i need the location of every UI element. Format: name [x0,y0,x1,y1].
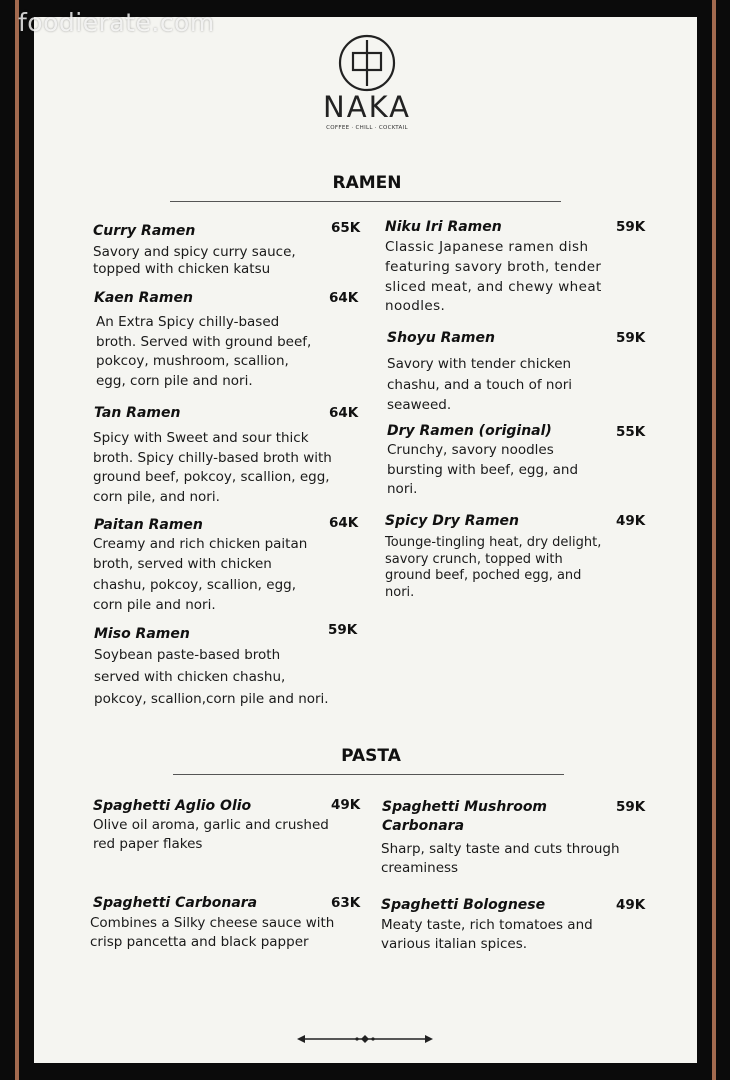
item-description: Creamy and rich chicken paitan broth, served with chicken chashu, pokcoy, scallion, egg, corn pile and nori. [93,536,308,613]
item-description: Sharp, salty taste and cuts through creaminess [381,841,620,876]
item-description: Combines a Silky cheese sauce with crisp pancetta and black papper [90,915,335,950]
item-name: Curry Ramen [93,223,196,239]
item-name: Spaghetti Carbonara [93,895,258,911]
item-description: Savory and spicy curry sauce, topped with chicken katsu [93,244,296,277]
item-name: Shoyu Ramen [387,330,495,346]
decorative-divider-icon [295,1032,435,1046]
item-price: 55K [616,424,646,440]
item-price: 59K [328,622,358,638]
item-price: 59K [616,219,646,235]
item-name: Miso Ramen [94,626,190,642]
item-price: 63K [331,895,361,911]
item-price: 49K [616,897,646,913]
right-accent-line [712,0,716,1080]
item-name: Spaghetti Mushroom Carbonara [382,799,548,834]
item-price: 64K [329,290,359,306]
ramen-divider [170,201,561,202]
item-description: Soybean paste-based broth served with chicken chashu, pokcoy, scallion,corn pile and nori. [94,647,329,707]
item-price: 59K [616,799,646,815]
item-description: Savory with tender chicken chashu, and a touch of nori seaweed. [387,356,573,413]
item-description: An Extra Spicy chilly-based broth. Served with ground beef, pokcoy, mushroom, scallion, egg, corn pile and nori. [96,314,312,389]
item-name: Spaghetti Aglio Olio [93,798,252,814]
item-description: Tounge-tingling heat, dry delight, savory crunch, topped with ground beef, poched egg, and nori. [385,535,602,600]
item-price: 49K [616,513,646,529]
item-price: 64K [329,405,359,421]
item-name: Dry Ramen (original) [387,423,552,439]
item-price: 64K [329,515,359,531]
pasta-title: PASTA [341,746,401,766]
watermark: foodierate.com [18,8,215,37]
brand-tagline: COFFEE · CHILL · COCKTAIL [326,125,408,131]
brand-name: NAKA [323,90,411,124]
pasta-divider [173,774,564,775]
item-name: Kaen Ramen [94,290,193,306]
naka-logo-icon [338,34,396,92]
item-description: Olive oil aroma, garlic and crushed red paper flakes [93,817,329,852]
item-name: Spaghetti Bolognese [381,897,546,913]
item-price: 59K [616,330,646,346]
item-name: Spicy Dry Ramen [385,513,520,529]
ramen-title: RAMEN [332,173,402,193]
item-description: Meaty taste, rich tomatoes and various italian spices. [381,917,593,952]
item-description: Classic Japanese ramen dish featuring savory broth, tender sliced meat, and chewy wheat noodles. [385,239,602,315]
item-name: Paitan Ramen [94,517,203,533]
item-name: Niku Iri Ramen [385,219,502,235]
item-price: 49K [331,797,361,813]
item-name: Tan Ramen [94,405,181,421]
item-price: 65K [331,220,361,236]
item-description: Crunchy, savory noodles bursting with beef, egg, and nori. [387,442,579,497]
left-accent-line [15,0,19,1080]
item-description: Spicy with Sweet and sour thick broth. Spicy chilly-based broth with ground beef, pokcoy, scallion, egg, corn pile, and nori. [93,430,332,506]
